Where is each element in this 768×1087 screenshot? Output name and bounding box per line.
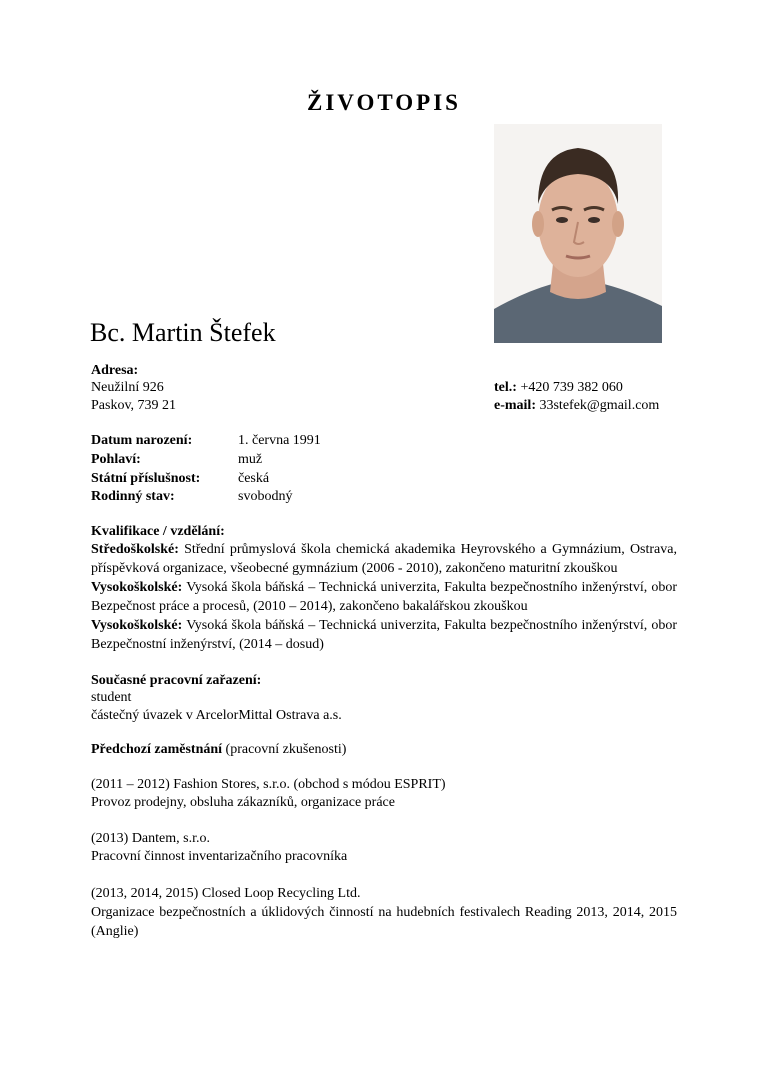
education-item [91,579,677,616]
education-item [91,617,677,654]
current-job-heading: Současné pracovní zařazení: [91,673,262,688]
phone-line [494,379,623,398]
nationality-value: česká [238,471,270,486]
job-description: Organizace bezpečnostních a úklidových činností na hudebních festivalech Reading 2013, 2014, 2015 (Anglie) [91,905,677,939]
job-description: Pracovní činnost inventarizačního pracovníka [91,849,348,864]
gender-value: muž [238,452,263,467]
education-item-label: Vysokoškolské: [91,618,183,633]
education-item [91,541,677,578]
education-item-text: Vysoká škola báňská – Technická univerzita, Fakulta bezpečnostního inženýrství, obor Bezpečnost práce a procesů, (2010 – 2014), zakončeno bakalářskou zkouškou [91,580,678,614]
profile-photo [494,124,662,343]
job-title: (2013, 2014, 2015) Closed Loop Recycling Ltd. [91,886,361,901]
previous-jobs-heading-bold: Předchozí zaměstnání [91,742,223,757]
gender-label: Pohlaví: [91,452,141,467]
document-title: ŽIVOTOPIS [307,90,461,115]
job-title: (2011 – 2012) Fashion Stores, s.r.o. (obchod s módou ESPRIT) [91,777,446,792]
birthdate-value: 1. června 1991 [238,433,321,448]
address-city: Paskov, 739 21 [91,398,177,413]
email-label: e-mail: [494,398,536,413]
person-name: Bc. Martin Štefek [90,318,276,347]
previous-jobs-heading-rest: (pracovní zkušenosti) [222,742,347,757]
marital-status-label: Rodinný stav: [91,489,175,504]
address-label: Adresa: [91,363,139,378]
education-heading: Kvalifikace / vzdělání: [91,524,225,539]
marital-status-value: svobodný [238,489,293,504]
education-item-label: Vysokoškolské: [91,580,183,595]
phone-label: tel.: [494,380,517,395]
phone-value: +420 739 382 060 [520,380,623,395]
education-item-label: Středoškolské: [91,542,179,557]
education-item-text: Střední průmyslová škola chemická akademika Heyrovského a Gymnázium, Ostrava, příspěvková organizace, všeobecné gymnázium (2006 - 2010), zakončeno maturitní zkouškou [91,542,677,576]
previous-jobs-heading [91,741,346,760]
email-line [494,397,659,416]
job-description: Provoz prodejny, obsluha zákazníků, organizace práce [91,795,395,810]
current-job-line: student [91,690,132,705]
education-item-text: Vysoká škola báňská – Technická univerzita, Fakulta bezpečnostního inženýrství, obor Bezpečnostní inženýrství, (2014 – dosud) [91,618,678,652]
email-value: 33stefek@gmail.com [539,398,660,413]
job-title: (2013) Dantem, s.r.o. [91,831,210,846]
birthdate-label: Datum narození: [91,433,193,448]
portrait-image [494,124,662,343]
address-street: Neužilní 926 [91,380,164,395]
current-job-line: částečný úvazek v ArcelorMittal Ostrava a.s. [91,708,342,723]
nationality-label: Státní příslušnost: [91,471,201,486]
